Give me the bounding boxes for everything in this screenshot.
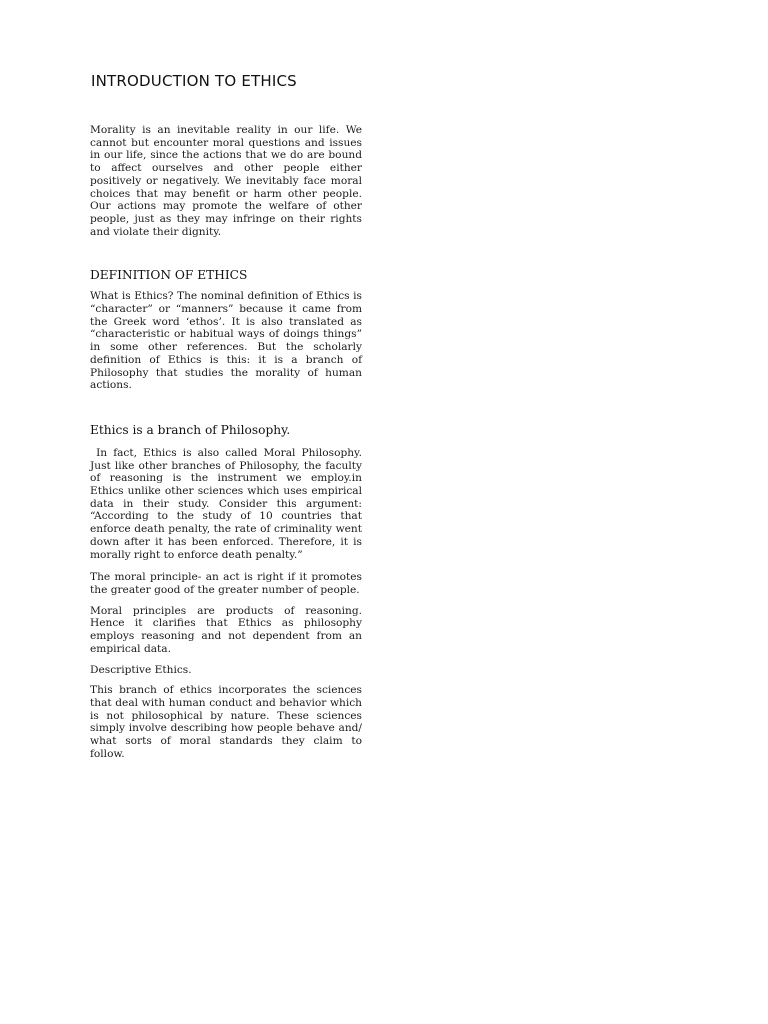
branch-paragraph-2: The moral principle- an act is right if it promotes the greater good of the greater number of people. <box>90 571 362 596</box>
document-title: INTRODUCTION TO ETHICS <box>91 72 297 90</box>
definition-paragraph: What is Ethics? The nominal definition of Ethics is “character” or “manners” because it came from the Greek word ‘ethos’. It is also translated as “characteristic or habitual ways of doings things” in some other references. But the scholarly definition of Ethics is this: it is a branch of Philosophy that studies the morality of human actions. <box>90 290 362 392</box>
branch-paragraph-5: This branch of ethics incorporates the sciences that deal with human conduct and behavior which is not philosophical by nature. These sciences simply involve describing how people behave and/ what sorts of moral standards they claim to follow. <box>90 684 362 760</box>
descriptive-ethics-label: Descriptive Ethics. <box>90 663 192 676</box>
branch-paragraph-1: In fact, Ethics is also called Moral Philosophy. Just like other branches of Philosophy, the faculty of reasoning is the instrument we employ.in Ethics unlike other sciences which uses empirical data in their study. Consider this argument: “According to the study of 10 countries that enforce death penalty, the rate of criminality went down after it has been enforced. Therefore, it is morally right to enforce death penalty.” <box>90 446 366 561</box>
document-body <box>90 124 366 760</box>
branch-paragraph-3: Moral principles are products of reasoning. Hence it clarifies that Ethics as philosophy employs reasoning and not dependent from an empirical data. <box>90 604 362 655</box>
intro-paragraph: Morality is an inevitable reality in our life. We cannot but encounter moral questions and issues in our life, since the actions that we do are bound to affect ourselves and other people either positively or negatively. We inevitably face moral choices that may benefit or harm other people. Our actions may promote the welfare of other people, just as they may infringe on their rights and violate their dignity. <box>90 124 362 238</box>
definition-heading: DEFINITION OF ETHICS <box>90 268 248 283</box>
branch-heading: Ethics is a branch of Philosophy. <box>90 422 291 437</box>
